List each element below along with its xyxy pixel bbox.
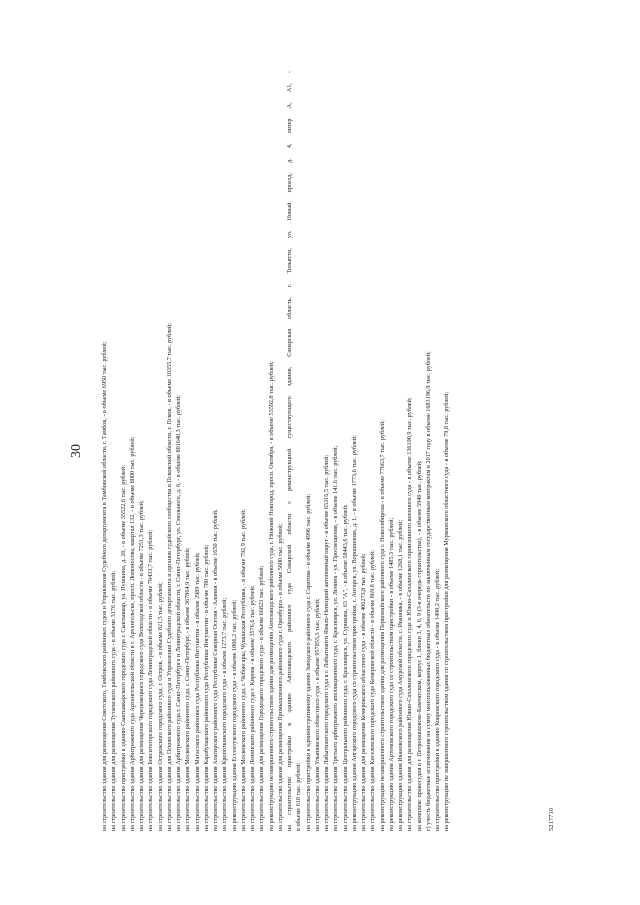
text-line: на комплекс правосудия в г. Петропавловске-Камчатском, корпус 1, блоки 3, 4, 6, 9 (3-я очередь строительства), - в объеме 5940 тыс. рублей; — [415, 460, 423, 831]
text-lines — [100, 71, 452, 831]
text-line: на строительство здания Островского городского суда, г. Остров, - в объеме 821,5 тыс. рублей; — [156, 582, 164, 831]
text-line: на строительство здания для размещения Череповецкого городского суда Вологодской области - в объеме 7251,3 тыс. рублей; — [138, 500, 145, 831]
text-line: на реконструкцию здания Артемовского городского суда со строительством пристройки - в объеме 1485,3 тыс. рублей; — [387, 517, 395, 831]
text-line: на строительство пристройки к административному зданию Заводского районного суда г. Саратова - в объеме 4996 тыс. рублей; — [304, 493, 312, 831]
text-line: на реконструкцию незавершенного строительством здания для размещения Автозаводского районного суда, г. Нижний Новгород, просп. Октября, - в объеме 53592,8 тыс. рублей; — [267, 361, 275, 831]
text-line: на реконструкцию здания Ессентукского городского суда - в объеме 1806,2 тыс. рублей; — [230, 599, 238, 831]
text-line: на строительство здания Магасского районного суда Республики Ингушетия - в объеме 2989 тыс. рублей; — [193, 552, 201, 831]
text-line: на строительство здания Лабытнангского городского суда в г. Лабытнанги Ямало-Ненецкий автономный округ - в объеме 65316,5 тыс. рублей; — [323, 454, 330, 831]
text-line: на строительство здания Третьего арбитражного апелляционного суда, г. Красноярск, ул. Ленина - ул. Просвещения, - в объеме 141,6 тыс. рублей; — [332, 445, 340, 831]
text-line: на строительство здания для размещения Кемеровского областного суда - в объеме 406273,8 тыс. рублей; — [360, 553, 367, 831]
text-line: в объеме 618 тыс. рублей; — [295, 762, 303, 831]
text-line: на строительство здания Карабулакского районного суда Республики Ингушетия - в объеме 780 тыс. рублей; — [202, 544, 210, 831]
text-line: на реконструкцию не завершенного строительством здания со строительством пристройки для размещения Мурманского областного суда - в объеме 79,8 тыс. рублей; — [443, 391, 451, 831]
text-line: на строительство здания Московского районного суда, г. Санкт-Петербург, - в объеме 367864,9 тыс. рублей; — [184, 547, 192, 831]
text-line: на реконструкцию здания Ангарского городского суда со строительством пристройки, г. Ангарск, ул. Ворошилова, д. 1, - в объеме 1773,6 тыс. рублей; — [350, 435, 358, 831]
page-number: 30 — [69, 444, 84, 458]
text-line: на строительство здания Арбитражного суда г. Санкт-Петербурга и Ленинградской области, г. Санкт-Петербург, ул. Смольного, д. 6, - в объеме 801640,3 тыс. рублей; — [175, 395, 182, 831]
text-line: на строительство здания Бокситогорского городского суда Ленинградской области - в объеме 70433,7 тыс. рублей; — [147, 529, 155, 831]
text-line: на строительство здания для размещения Городецкого городского суда - в объеме 66823 тыс. рублей; — [258, 565, 266, 831]
document-code: 5217710 — [548, 807, 555, 831]
text-line: на строительство пристройки к зданию Сыктывкарского городского суда г. Сыктывкар, ул. Пушкина, д. 20, - в объеме 35522,6 тыс. рублей; — [119, 464, 127, 831]
text-line: на строительство здания для Псковского районного суда и Управления Судебного департамента и органов судейского сообщества в Псковской области, г. Псков, - в объеме 10355,7 тыс. рублей; — [165, 323, 173, 831]
text-line: на строительство здания для размещения Южно-Сахалинского городского суда и Южно-Сахалинского гарнизонного военного суда - в объеме 136190,9 тыс. рублей; — [406, 397, 414, 831]
text-line: на реконструкцию здания Ивановского районного суда Амурской области, с. Ивановка, - в объеме 1268,1 тыс. рублей; — [397, 519, 404, 831]
text-line: на строительство пристройки к зданию Ковровского городского суда - в объеме 1490,2 тыс. рублей; — [434, 568, 441, 831]
rotated-text-block — [70, 71, 570, 831]
text-line: на строительство здания Московского районного суда, г. Чебоксары, Чувашская Республика, - в объеме 792,9 тыс. рублей; — [239, 509, 247, 831]
text-line: на строительство здания для размещения Тутаевского районного суда - в объеме 3176 тыс. рублей; — [110, 570, 118, 831]
text-line: г) учесть бюджетные ассигнования на сумму неиспользованных бюджетных обязательств по заключенным государственным контрактам в 2017 году в объеме 1683196,9 тыс. рублей; — [424, 351, 432, 831]
text-line: на строительство здания Арбитражного суда Архангельской области в г. Архангельске, просп. Ломоносова, квартал 132, - в объеме 8000 тыс. рублей; — [128, 436, 136, 831]
text-line: на строительство пристройки к зданию Автозаводского районного суда Самарской области с реконструкцией существующего здания, Самарская область, г. Тольятти, ул. Новый проезд, д. 4, литер А, А1, - — [286, 71, 293, 831]
text-line: на реконструкцию незавершенного строительством здания для размещения Первомайского районного суда г. Новосибирска - в объеме 77663,7 тыс. рублей; — [378, 420, 386, 831]
text-line: на строительство здания Алагирского районного суда Республики Северная Осетия - Алания - в объеме 1650 тыс. рублей; — [212, 509, 219, 831]
text-line: на строительство здания для размещения Советского, Тамбовского районных судов и Управления Судебного департамента в Тамбовской области, г. Тамбов, - в объеме 6950 тыс. рублей; — [101, 341, 108, 831]
text-line: на строительство здания Киселевского городского суда Кемеровской области - в объеме 869,8 тыс. рублей; — [369, 550, 377, 831]
text-line: на строительство здания Ульяновского областного суда - в объеме 957855,3 тыс. рублей; — [313, 598, 321, 831]
text-line: на строительство здания Кропоткинского городского суда - в объеме 1273,7 тыс. рублей; — [221, 597, 229, 831]
text-line: на строительство здания для размещения Промышленного районного суда г. Оренбурга - в объеме 5600 тыс. рублей; — [276, 523, 284, 831]
text-line: на строительство здания Центрального районного суда, г. Красноярск, ул. Сурикова, 63 "А", - в объеме 58443,6 тыс. рублей; — [341, 504, 349, 831]
text-line: на строительство здания Ленинского районного суда г. Кирова - в объеме 3576,6 тыс. рублей; — [249, 585, 256, 831]
